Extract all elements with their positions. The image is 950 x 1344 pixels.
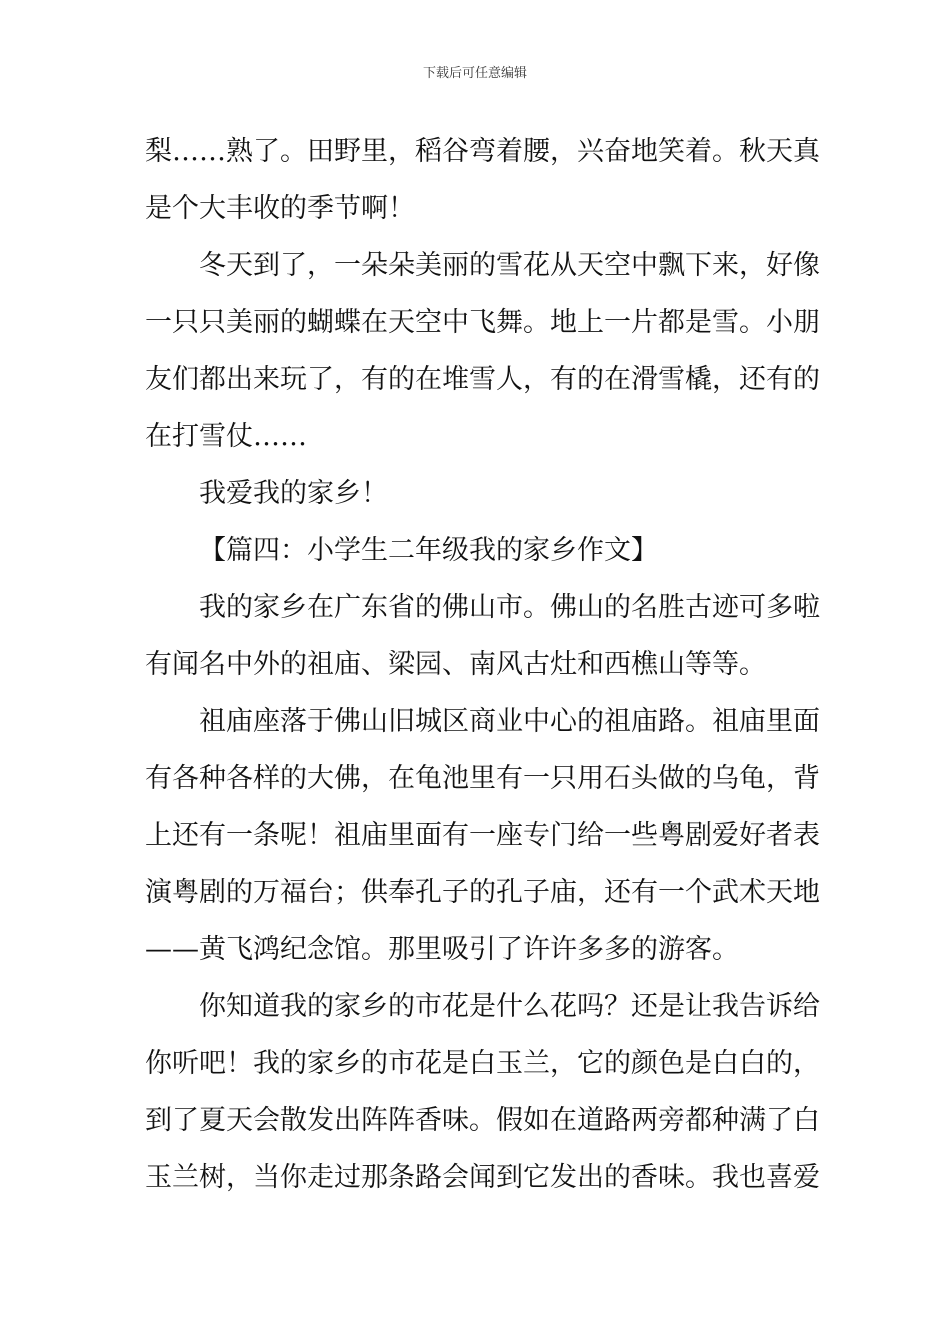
text-line: 祖庙座落于佛山旧城区商业中心的祖庙路。祖庙里面: [199, 706, 820, 737]
text-line: 在打雪仗……: [145, 421, 307, 452]
text-line: 演粤剧的万福台；供奉孔子的孔子庙，还有一个武术天地: [145, 877, 820, 908]
text-line: ——黄飞鸿纪念馆。那里吸引了许许多多的游客。: [145, 934, 739, 965]
text-line: 友们都出来玩了，有的在堆雪人，有的在滑雪橇，还有的: [145, 364, 820, 395]
text-line: 上还有一条呢！祖庙里面有一座专门给一些粤剧爱好者表: [145, 820, 820, 851]
text-line: 我的家乡在广东省的佛山市。佛山的名胜古迹可多啦: [199, 592, 820, 623]
text-line: 玉兰树，当你走过那条路会闻到它发出的香味。我也喜爱: [145, 1162, 820, 1193]
page-header: 下载后可任意编辑: [422, 66, 527, 81]
text-line: 冬天到了，一朵朵美丽的雪花从天空中飘下来，好像: [199, 250, 820, 281]
text-line: 到了夏天会散发出阵阵香味。假如在道路两旁都种满了白: [145, 1105, 820, 1136]
text-line: 是个大丰收的季节啊！: [145, 193, 415, 224]
text-line: 你知道我的家乡的市花是什么花吗？还是让我告诉给: [199, 991, 820, 1022]
text-line: 有闻名中外的祖庙、梁园、南风古灶和西樵山等等。: [145, 649, 766, 680]
text-line: 我爱我的家乡！: [199, 478, 388, 509]
text-line: 一只只美丽的蝴蝶在天空中飞舞。地上一片都是雪。小朋: [145, 307, 820, 338]
text-line: 你听吧！我的家乡的市花是白玉兰，它的颜色是白白的，: [145, 1048, 820, 1079]
section-heading: 【篇四：小学生二年级我的家乡作文】: [199, 535, 658, 566]
text-line: 梨……熟了。田野里，稻谷弯着腰，兴奋地笑着。秋天真: [145, 136, 820, 167]
text-line: 有各种各样的大佛，在龟池里有一只用石头做的乌龟，背: [145, 763, 820, 794]
